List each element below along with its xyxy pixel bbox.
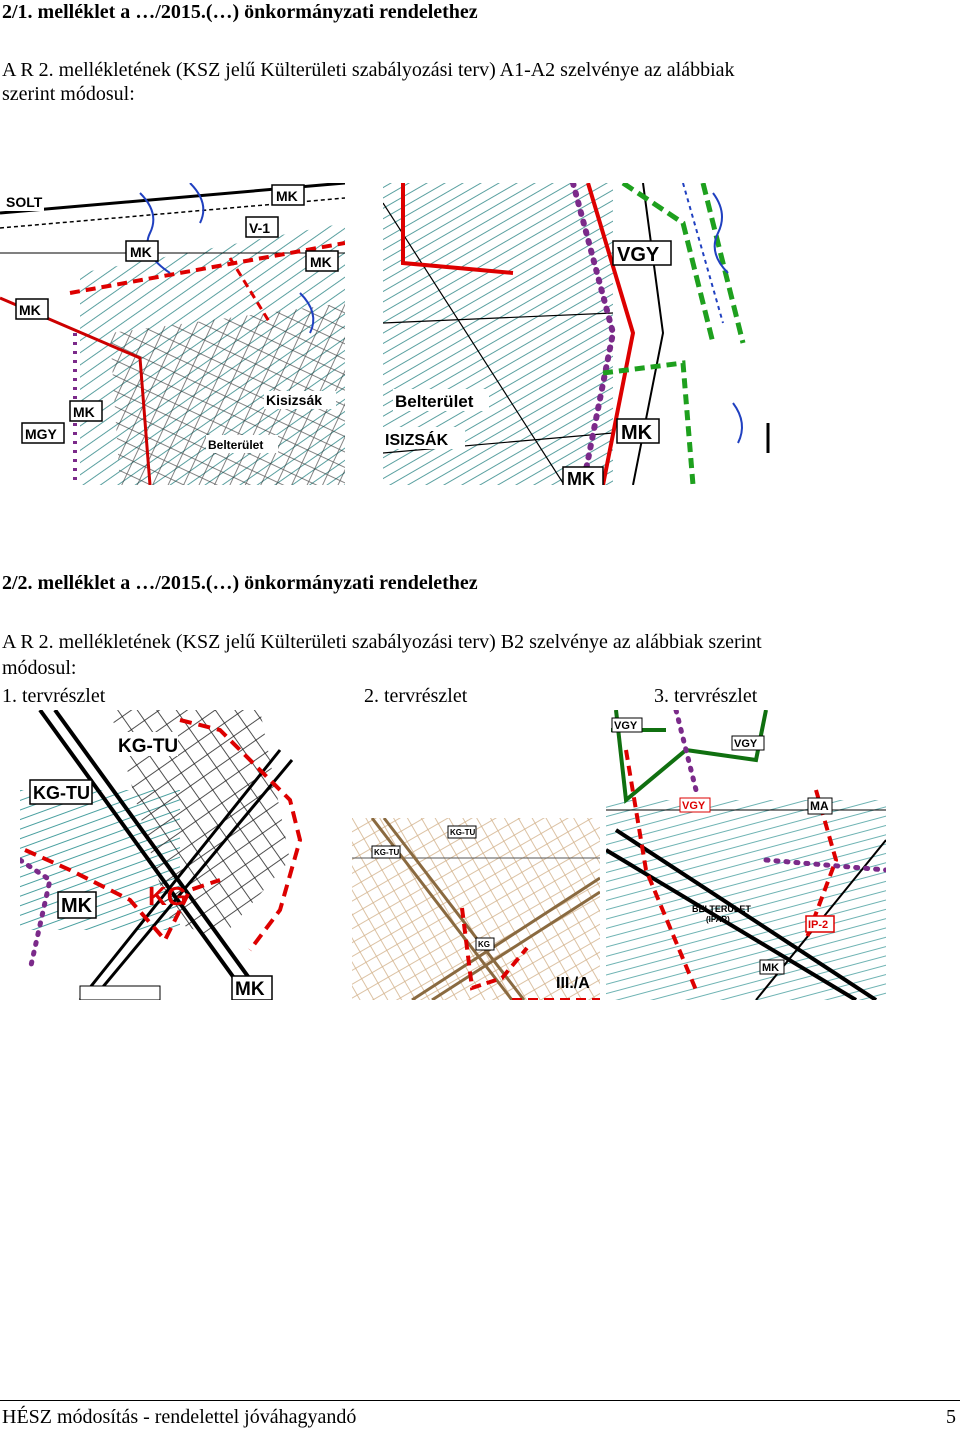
map-label: MK xyxy=(19,302,41,318)
map-label: KG xyxy=(478,940,490,949)
annex-intro-line-1: A R 2. mellékletének (KSZ jelű Külterületi szabályozási terv) A1-A2 szelvénye az alábbiak xyxy=(2,59,735,81)
annex-intro-line-2: szerint módosul: xyxy=(2,83,135,105)
map-label: Belterület xyxy=(208,438,264,452)
map-label: MK xyxy=(310,254,332,270)
footer-rule xyxy=(0,1400,960,1401)
map-label: ISIZSÁK xyxy=(385,432,449,449)
plan-part-label-3: 3. tervrészlet xyxy=(654,685,758,707)
map-label: Kisizsák xyxy=(266,392,323,408)
footer-title: HÉSZ módosítás - rendelettel jóváhagyandó xyxy=(2,1406,357,1428)
map-label: MA xyxy=(810,799,829,813)
map-label: VGY xyxy=(682,800,706,812)
map-b2-part-2 xyxy=(352,818,600,1000)
map-label: MK xyxy=(276,188,298,204)
map-label: (IPAR) xyxy=(706,915,730,924)
annex-heading-2-2: 2/2. melléklet a …/2015.(…) önkormányzati rendelethez xyxy=(2,572,478,594)
map-label: KG-TU xyxy=(33,783,90,803)
map-label: Belterület xyxy=(395,392,474,411)
map-label: KG xyxy=(148,881,187,911)
map-label: V-1 xyxy=(249,220,271,236)
map-label: KG-TU xyxy=(374,848,400,857)
map-label: MGY xyxy=(25,426,57,442)
annex-intro-line-1: A R 2. mellékletének (KSZ jelű Külterületi szabályozási terv) B2 szelvénye az alábbiak szerint xyxy=(2,631,762,653)
map-label: MK xyxy=(61,895,93,917)
annex-intro-line-2: módosul: xyxy=(2,657,77,679)
map-a1-excerpt xyxy=(0,183,345,485)
map-label: MK xyxy=(130,244,152,260)
map-label: III./A xyxy=(556,975,590,992)
map-label: KG-TU xyxy=(118,736,179,757)
map-label: VGY xyxy=(617,244,660,266)
map-b2-part-1 xyxy=(20,710,328,1000)
plan-part-label-2: 2. tervrészlet xyxy=(364,685,468,707)
map-b2-part-3 xyxy=(606,710,886,1000)
map-label: MK xyxy=(235,979,265,1000)
map-label: MK xyxy=(73,404,95,420)
plan-part-label-1: 1. tervrészlet xyxy=(2,685,106,707)
map-label: BELTERÜLET xyxy=(692,904,751,914)
map-label: VGY xyxy=(734,738,758,750)
map-a2-excerpt xyxy=(383,183,776,485)
map-label: IP-2 xyxy=(808,919,829,931)
map-label: SOLT xyxy=(6,194,43,210)
map-label: KG-TU xyxy=(450,828,476,837)
map-label: VGY xyxy=(614,720,638,732)
map-label: MK xyxy=(567,469,595,485)
map-label: MK xyxy=(762,962,780,974)
annex-heading-2-1: 2/1. melléklet a …/2015.(…) önkormányzati rendelethez xyxy=(2,1,478,23)
page-number: 5 xyxy=(946,1406,956,1428)
map-label: MK xyxy=(621,422,653,444)
